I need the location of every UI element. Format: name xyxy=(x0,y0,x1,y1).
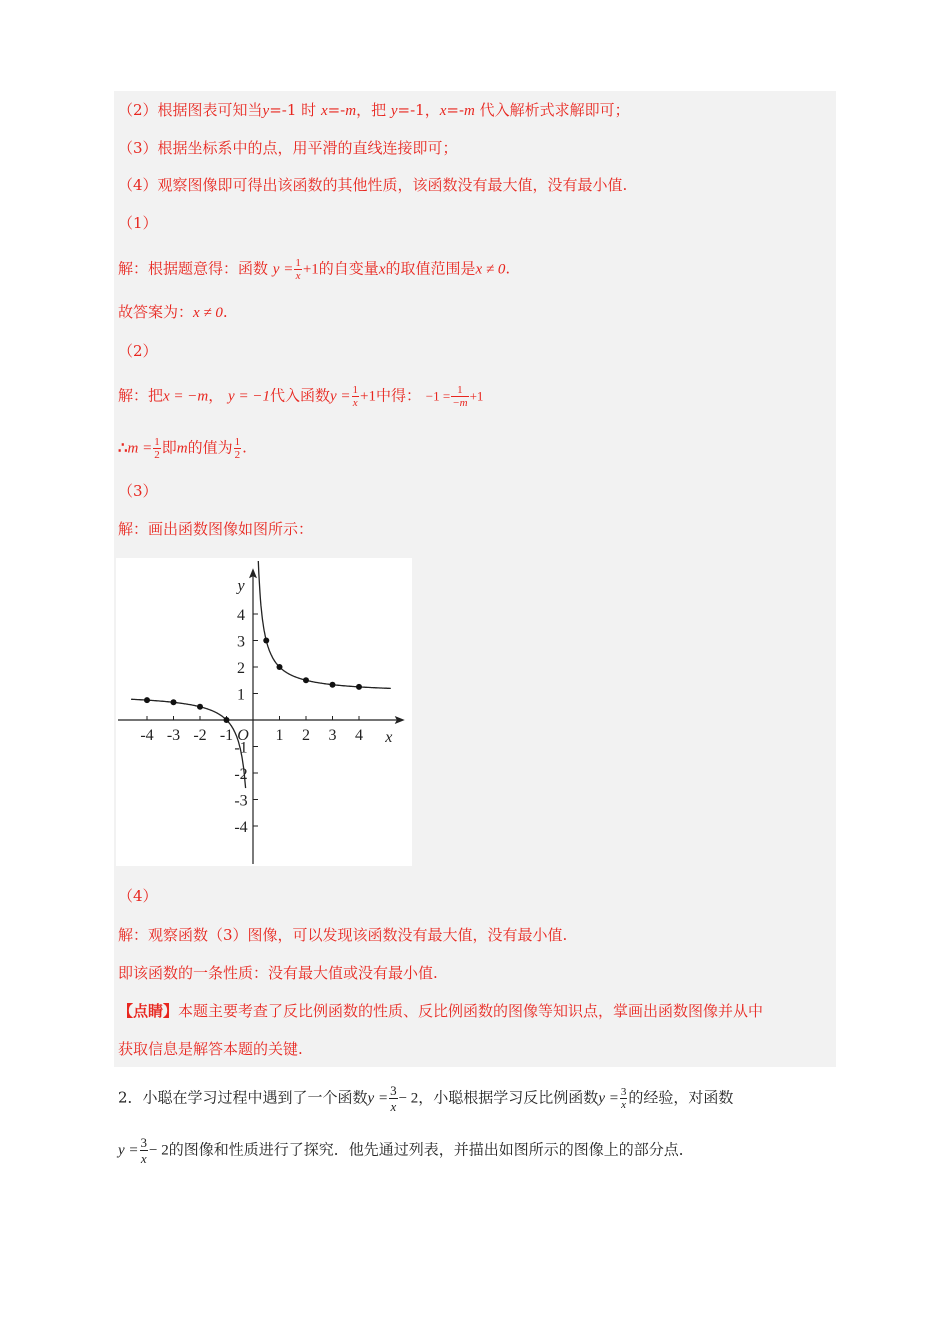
y-tick-label: 4 xyxy=(237,607,245,624)
analysis-step-3: （3）根据坐标系中的点，用平滑的直线连接即可； xyxy=(118,139,458,157)
y-axis-label: y xyxy=(237,577,245,595)
x-tick-label: -2 xyxy=(193,727,207,744)
x-tick-label: -3 xyxy=(166,727,181,744)
x-tick-label: 1 xyxy=(275,727,284,744)
y-tick-label: -2 xyxy=(234,766,248,783)
y-tick-label: -4 xyxy=(234,819,248,836)
data-point xyxy=(263,638,269,644)
data-point xyxy=(277,664,283,670)
graph-svg xyxy=(116,558,412,866)
origin-label: O xyxy=(237,727,249,744)
part4-label: （4） xyxy=(118,887,158,905)
x-tick-label: 2 xyxy=(302,727,310,744)
part2-solution: 解：把x = −m， y = −1代入函数y = $\frac{1}{x}$ +1中得： −1 = $\frac{1}{-m}$ +1 xyxy=(118,384,484,409)
part1-solution: 解：根据题意得：函数 y = $\frac{1}{x}$ +1的自变量x的取值范围是x ≠ 0. xyxy=(118,257,511,282)
data-point xyxy=(356,684,362,690)
x-tick-label: -1 xyxy=(219,727,234,744)
question-2-line-1: 2．小聪在学习过程中遇到了一个函数y = $\frac{3}{x}$ − 2，小聪根据学习反比例函数y = $\frac{3}{x}$ 的经验，对函数 xyxy=(118,1083,734,1114)
y-tick-label: 3 xyxy=(237,633,245,651)
part4-solution-2: 即该函数的一条性质：没有最大值或没有最小值. xyxy=(118,964,438,982)
part1-label: （1） xyxy=(118,214,158,232)
comment-line-2: 获取信息是解答本题的关键. xyxy=(118,1040,303,1058)
data-point xyxy=(224,717,230,723)
part3-solution: 解：画出函数图像如图所示： xyxy=(118,520,314,538)
y-tick-label: -3 xyxy=(234,792,248,810)
x-tick-label: 3 xyxy=(328,727,337,744)
part2-result: ∴m = $\frac{1}{2}$ 即m的值为 $\frac{1}{2}$ . xyxy=(118,436,247,461)
y-tick-label: -1 xyxy=(234,739,248,757)
part4-solution-1: 解：观察函数（3）图像，可以发现该函数没有最大值，没有最小值. xyxy=(118,926,568,944)
y-tick-label: 2 xyxy=(237,660,245,677)
x-axis-label: x xyxy=(385,729,393,746)
data-point xyxy=(171,699,177,705)
x-tick-label: -4 xyxy=(140,727,154,744)
data-point xyxy=(330,682,336,688)
analysis-step-2: （2）根据图表可知当y=-1 时 x=-m，把 y=-1，x=-m 代入解析式求解即可； xyxy=(118,101,630,119)
part2-label: （2） xyxy=(118,342,158,360)
function-graph xyxy=(116,558,412,866)
x-tick-label: 4 xyxy=(355,727,363,744)
y-tick-label: 1 xyxy=(237,686,245,704)
comment-tag: 【点睛】 xyxy=(118,1002,179,1020)
part3-label: （3） xyxy=(118,482,158,500)
question-2-line-2: y = $\frac{3}{x}$ − 2的图像和性质进行了探究．他先通过列表，并描出如图所示的图像上的部分点． xyxy=(118,1135,694,1166)
data-point xyxy=(197,704,203,710)
analysis-step-4: （4）观察图像即可得出该函数的其他性质，该函数没有最大值，没有最小值. xyxy=(118,176,628,194)
part1-answer: 故答案为：x ≠ 0. xyxy=(118,303,228,321)
comment-line-1: 【点睛】本题主要考查了反比例函数的性质、反比例函数的图像等知识点，掌画出函数图像并从中 xyxy=(118,1002,764,1020)
data-point xyxy=(303,677,309,683)
data-point xyxy=(144,697,150,703)
